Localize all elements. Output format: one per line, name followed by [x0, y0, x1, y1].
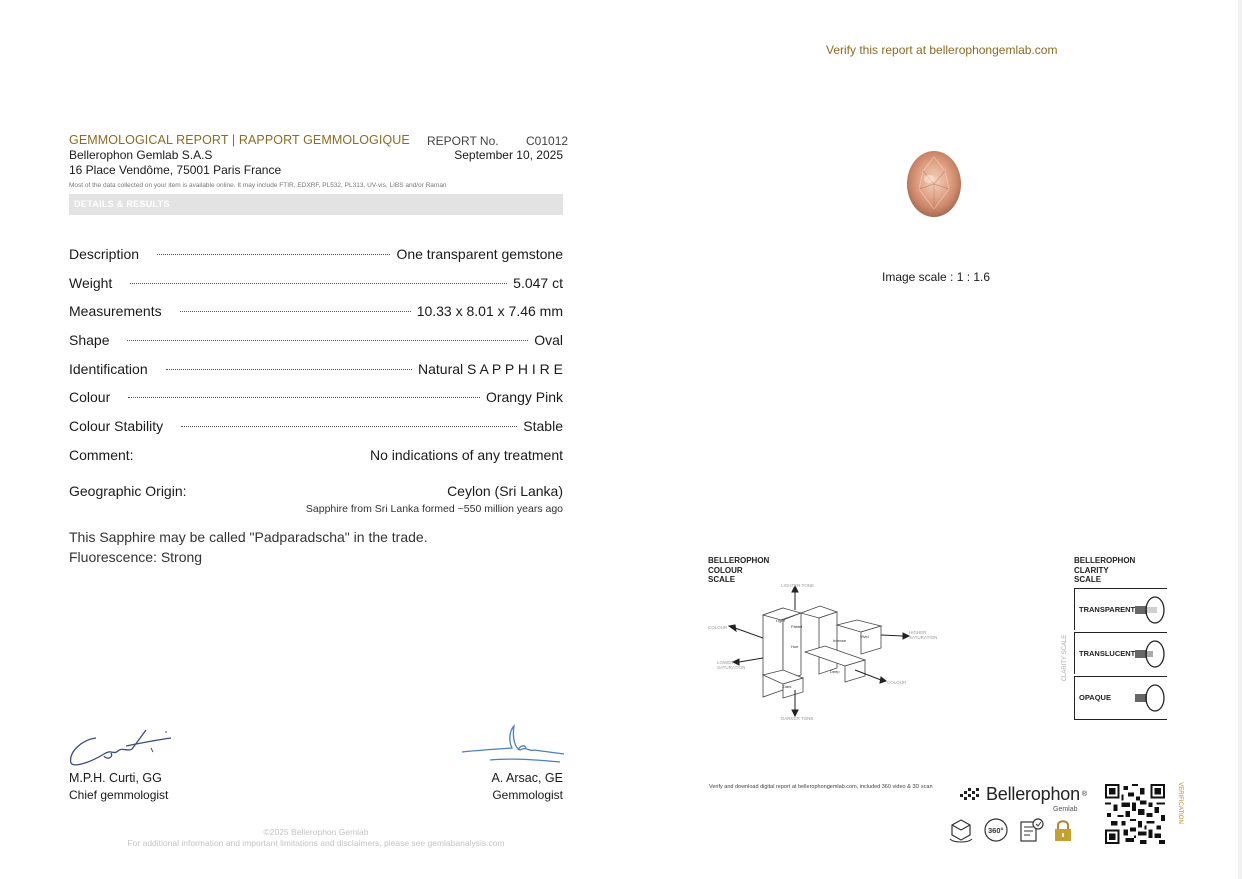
detail-label: Weight	[69, 275, 113, 291]
svg-text:Pastel: Pastel	[791, 624, 803, 629]
detail-value: No indications of any treatment	[370, 447, 563, 463]
detail-row-weight	[69, 275, 563, 293]
detail-label: Measurements	[69, 303, 162, 319]
svg-text:Light: Light	[776, 618, 785, 623]
gemstone-image	[905, 149, 963, 219]
data-note: Most of the data collected on your item is available online. It may include FTIR, EDXRF, PL532, PL313, UV-vis, LIBS and/or Raman	[69, 182, 447, 189]
report-no-value: C01012	[526, 134, 569, 148]
detail-value: One transparent gemstone	[396, 246, 563, 262]
svg-text:Vivid: Vivid	[860, 634, 869, 639]
detail-label: Colour Stability	[69, 418, 164, 434]
label-darker-tone: DARKER TONE	[781, 716, 814, 721]
signatory-name-left: M.P.H. Curti, GG	[69, 771, 162, 785]
footer-disclaimer[interactable]: For additional information and important limitations and disclaimers, please see gemlabanalysis.com	[127, 838, 505, 848]
detail-label: Identification	[69, 361, 148, 377]
detail-label: Description	[69, 246, 140, 262]
verification-label: VERIFICATION	[1177, 782, 1183, 824]
section-bar-label: DETAILS & RESULTS	[74, 199, 170, 209]
report-date: September 10, 2025	[454, 148, 563, 162]
detail-label: Colour	[69, 389, 111, 405]
colour-scale-diagram	[705, 580, 945, 722]
detail-label: Comment:	[69, 447, 134, 463]
dot-leader	[127, 340, 528, 341]
detail-row-shape	[69, 332, 563, 350]
svg-text:HIGHER: HIGHER	[909, 630, 927, 635]
footer-copyright: ©2025 Bellerophon Gemlab	[263, 827, 369, 837]
clarity-scale-title: BELLEROPHON CLARITY SCALE	[1074, 556, 1136, 584]
detail-value: Ceylon (Sri Lanka)	[447, 483, 563, 499]
360-video-icon	[982, 817, 1010, 843]
dot-leader	[157, 254, 390, 255]
svg-text:Hue: Hue	[791, 644, 799, 649]
trade-name-text: This Sapphire may be called "Padparadscha" in the trade.	[69, 529, 428, 545]
detail-row-identification	[69, 361, 563, 379]
detail-label: Shape	[69, 332, 110, 348]
report-no-label: REPORT No.	[427, 134, 499, 148]
detail-label: Geographic Origin:	[69, 483, 187, 499]
svg-text:Intense: Intense	[833, 638, 847, 643]
3d-scan-icon	[948, 817, 974, 843]
section-bar	[69, 194, 563, 215]
signature-curti	[66, 718, 176, 770]
origin-note: Sapphire from Sri Lanka formed ~550 million years ago	[305, 503, 563, 515]
svg-text:Dark: Dark	[783, 684, 792, 689]
detail-value: Natural S A P P H I R E	[418, 361, 563, 377]
clarity-icon-transparent	[1133, 595, 1167, 625]
lock-icon	[1052, 817, 1074, 843]
colour-scale-title: BELLEROPHON COLOUR SCALE	[708, 556, 770, 584]
logo-text: Bellerophon	[986, 784, 1080, 804]
detail-row-measurements	[69, 303, 563, 321]
clarity-level-opaque: OPAQUE	[1074, 676, 1167, 720]
lab-address: 16 Place Vendôme, 75001 Paris France	[69, 163, 282, 177]
svg-text:SATURATION: SATURATION	[717, 665, 746, 670]
detail-value: 10.33 x 8.01 x 7.46 mm	[416, 303, 563, 319]
clarity-level-translucent: TRANSLUCENT	[1074, 632, 1167, 674]
lab-name: Bellerophon Gemlab S.A.S	[69, 148, 213, 162]
detail-row-origin	[69, 483, 563, 501]
qr-code[interactable]	[1105, 784, 1165, 844]
clarity-level-transparent: TRANSPARENT	[1074, 588, 1167, 630]
svg-text:360°: 360°	[988, 826, 1004, 835]
svg-text:Deep: Deep	[830, 669, 840, 674]
bellerophon-logo: Bellerophon ®	[960, 784, 1087, 805]
label-lighter-tone: LIGHTER TONE	[781, 583, 815, 588]
signature-arsac	[460, 720, 566, 772]
signatory-role-left: Chief gemmologist	[69, 788, 169, 802]
signatory-role-right: Gemmologist	[492, 788, 563, 802]
logo-mark-icon	[960, 788, 982, 802]
detail-value: Stable	[523, 418, 563, 434]
image-scale: Image scale : 1 : 1.6	[882, 270, 991, 284]
digital-report-icon	[1018, 817, 1044, 843]
svg-text:SATURATION: SATURATION	[909, 635, 938, 640]
svg-text:LOWER: LOWER	[717, 660, 734, 665]
page-edge	[1238, 0, 1242, 879]
detail-row-comment	[69, 447, 563, 465]
signatory-name-right: A. Arsac, GE	[491, 771, 563, 785]
detail-value: 5.047 ct	[513, 275, 563, 291]
detail-row-colour	[69, 389, 563, 407]
logo-subtitle: Gemlab	[1053, 806, 1078, 813]
verify-link-top[interactable]: Verify this report at bellerophongemlab.com	[826, 43, 1058, 57]
detail-value: Orangy Pink	[485, 389, 563, 405]
report-title: GEMMOLOGICAL REPORT | RAPPORT GEMMOLOGIQUE	[69, 133, 410, 147]
verify-download-text[interactable]: Verify and download digital report at bellerophongemlab.com, included 360 video & 3D scan	[709, 784, 933, 790]
clarity-icon-translucent	[1133, 639, 1167, 669]
detail-value: Oval	[534, 332, 563, 348]
feature-icons	[948, 817, 1074, 843]
dot-leader	[181, 426, 517, 427]
label-colour-right: COLOUR	[887, 680, 907, 685]
clarity-scale-vertical-label: CLARITY SCALE	[1062, 634, 1068, 682]
dot-leader	[128, 397, 480, 398]
label-colour-left: COLOUR	[708, 625, 728, 630]
dot-leader	[180, 311, 411, 312]
fluorescence-text: Fluorescence: Strong	[69, 549, 203, 565]
clarity-icon-opaque	[1133, 683, 1167, 713]
detail-row-colour-stability	[69, 418, 563, 436]
dot-leader	[130, 283, 507, 284]
dot-leader	[166, 369, 412, 370]
detail-row-description	[69, 246, 563, 264]
